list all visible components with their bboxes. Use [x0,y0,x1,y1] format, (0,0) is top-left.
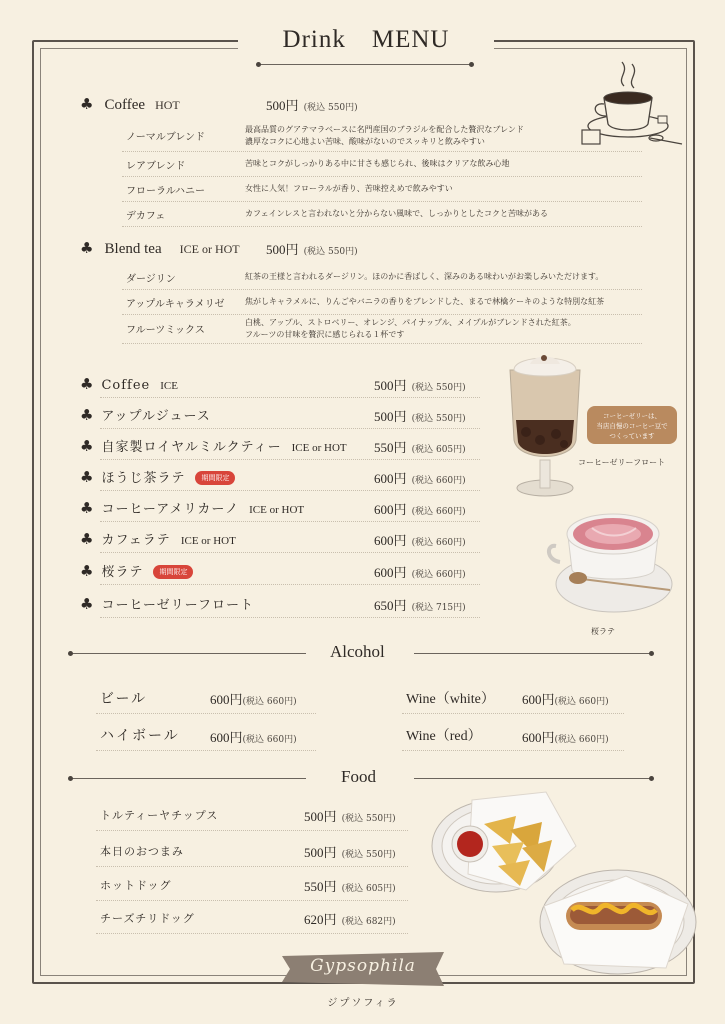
coffee-jelly-note: コーヒーゼリーは、 当店自慢のコーヒー豆で つくっています [587,406,677,444]
food-item: チーズチリドッグ [100,912,195,925]
drink-price: 600円 (税込 660円) [374,502,466,517]
drink-row [80,405,211,424]
drink-price: 500円 (税込 550円) [374,409,466,424]
drink-price: 600円 (税込 660円) [374,471,466,486]
drink-name: アップルジュース [101,409,211,424]
drink-price: 550円 (税込 605円) [374,440,466,455]
blend-tea-price-block [266,239,358,258]
logo-text: Gypsophila [310,956,416,976]
food-item: ホットドッグ [100,879,172,892]
drink-sub: ICE or HOT [249,504,305,516]
blend-tea-tax: (税込 550円) [303,247,358,257]
food-section-title: Food [341,767,376,786]
coffee-item-desc: 最高品質のグアテマラベースに名門産国のブラジルを配合した贅沢なブレンド 濃厚なコクに心地よい苦味、酸味がないのでスッキリと飲みやすい [245,125,524,146]
alcohol-item: ハイボール [100,728,180,744]
drink-name: ほうじ茶ラテ [101,471,186,486]
tea-item-name: フルーツミックス [126,325,205,336]
coffee-jelly-float-caption: コーヒーゼリーフロート [578,458,666,467]
food-item: 本日のおつまみ [100,845,184,858]
drink-row [80,374,178,393]
hot-coffee-tax: (税込 550円) [303,103,358,113]
coffee-item-desc: 苦味とコクがしっかりある中に甘さも感じられ、後味はクリアな飲み心地 [245,159,510,168]
club-icon: ♣ [80,375,94,393]
title-rule [258,64,472,65]
coffee-item-desc: 女性に人気！フローラルが香り、苦味控えめで飲みやすい [245,184,453,193]
food-price: 550円 (税込 605円) [304,879,396,894]
food-photo [426,786,698,982]
drink-row [80,436,347,455]
limited-badge: 期間限定 [195,471,235,485]
club-icon: ♣ [80,406,94,424]
drink-name: カフェラテ [101,533,171,548]
drink-name: 自家製ロイヤルミルクティー [101,440,282,455]
drink-price: 600円 (税込 660円) [374,565,466,580]
alcohol-item: Wine（red） [406,729,482,744]
hot-coffee-price-block [266,95,358,114]
drink-row [80,498,304,517]
alcohol-section-title: Alcohol [330,642,385,661]
club-icon: ♣ [80,595,94,613]
tea-item-desc: 白桃、アップル、ストロベリー、オレンジ、パイナップル、メイプルがブレンドされた紅茶。 フルーツの甘味を贅沢に感じられる１杯です [245,318,576,339]
drink-name: コーヒーアメリカーノ [101,502,240,517]
drink-sub: ICE or HOT [180,535,236,547]
food-item: トルティーヤチップス [100,809,219,822]
drink-row [80,529,236,548]
coffee-jelly-float-photo [500,350,590,500]
club-icon: ♣ [80,95,94,113]
drink-price: 600円 (税込 660円) [374,533,466,548]
drink-price: 650円 (税込 715円) [374,598,466,613]
club-icon: ♣ [80,239,94,257]
drink-name: コーヒーゼリーフロート [101,598,255,613]
coffee-item-desc: カフェインレスと言われないと分からない風味で、しっかりとしたコクと苦味がある [245,209,548,218]
hot-coffee-price: 500円 [266,98,299,113]
hot-coffee-header [80,94,180,114]
hot-coffee-sub: HOT [155,98,180,112]
coffee-item-name: ノーマルブレンド [126,132,206,143]
club-icon: ♣ [80,499,94,517]
drink-price: 500円 (税込 550円) [374,378,466,393]
blend-tea-price: 500円 [266,242,299,257]
tea-item-name: アップルキャラメリゼ [126,299,225,310]
drink-name: 桜ラテ [101,565,144,580]
drink-sub: ICE [160,380,178,392]
alcohol-price: 600円(税込 660円) [210,692,297,707]
food-price: 500円 (税込 550円) [304,809,396,824]
sakura-latte-caption: 桜ラテ [591,627,615,636]
alcohol-item: Wine（white） [406,692,495,707]
drink-name: Coffee [101,378,151,393]
tea-item-name: ダージリン [126,274,176,285]
club-icon: ♣ [80,437,94,455]
blend-tea-header [80,238,240,258]
food-price: 620円 (税込 682円) [304,912,396,927]
club-icon: ♣ [80,562,94,580]
food-price: 500円 (税込 550円) [304,845,396,860]
alcohol-price: 600円(税込 660円) [210,730,297,745]
page-title: Drink MENU [282,26,450,53]
tea-item-desc: 紅茶の王様と言われるダージリン。ほのかに香ばしく、深みのある味わいがお楽しみいただけます。 [245,272,604,281]
title-banner [238,22,494,58]
alcohol-price: 600円(税込 660円) [522,692,609,707]
drink-row [80,467,235,486]
club-icon: ♣ [80,468,94,486]
logo-subtitle: ジプソフィラ [327,998,399,1009]
sakura-latte-photo [544,498,684,618]
tea-item-desc: 焦がしキャラメルに、りんごやバニラの香りをブレンドした、まるで林檎ケーキのような特別な紅茶 [245,297,605,306]
coffee-item-name: デカフェ [126,211,166,222]
coffee-cup-illustration-icon [576,52,686,162]
blend-tea-sub: ICE or HOT [179,242,240,256]
blend-tea-name: Blend tea [104,241,162,257]
drink-row [80,561,193,580]
coffee-item-name: フローラルハニー [126,186,205,197]
limited-badge: 期間限定 [153,565,193,579]
drink-row [80,594,254,613]
club-icon: ♣ [80,530,94,548]
hot-coffee-name: Coffee [104,97,146,113]
alcohol-price: 600円(税込 660円) [522,730,609,745]
alcohol-item: ビール [100,691,148,707]
coffee-item-name: レアブレンド [126,161,186,172]
drink-sub: ICE or HOT [291,442,347,454]
